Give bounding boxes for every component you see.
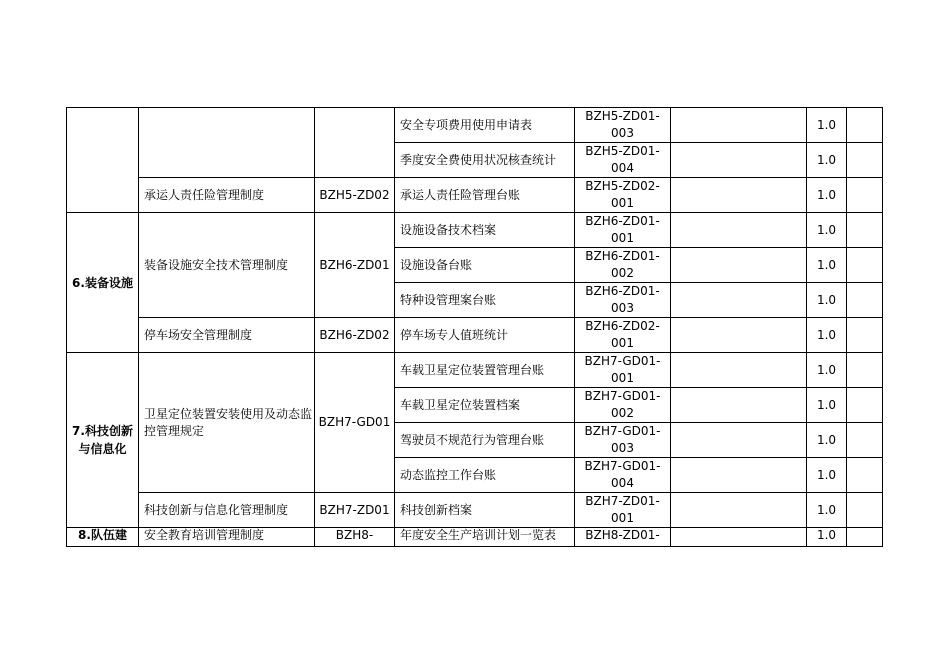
- system-name: 卫星定位装置安装使用及动态监控管理规定: [139, 353, 315, 493]
- version: 1.0: [807, 318, 847, 353]
- record-number: BZH7-GD01-003: [575, 423, 671, 458]
- blank-cell: [847, 143, 883, 178]
- system-name: 承运人责任险管理制度: [139, 178, 315, 213]
- record-number: BZH7-GD01-001: [575, 353, 671, 388]
- record-name: 年度安全生产培训计划一览表: [395, 528, 575, 547]
- blank-cell: [671, 353, 807, 388]
- blank-cell: [671, 423, 807, 458]
- record-number: BZH8-ZD01-: [575, 528, 671, 547]
- record-name: 停车场专人值班统计: [395, 318, 575, 353]
- version: 1.0: [807, 213, 847, 248]
- blank-cell: [671, 143, 807, 178]
- system-name: 装备设施安全技术管理制度: [139, 213, 315, 318]
- blank-cell: [847, 353, 883, 388]
- blank-cell: [671, 248, 807, 283]
- record-number: BZH6-ZD01-001: [575, 213, 671, 248]
- blank-cell: [671, 108, 807, 143]
- blank-cell: [847, 318, 883, 353]
- system-name: 科技创新与信息化管理制度: [139, 493, 315, 528]
- blank-cell: [671, 178, 807, 213]
- table-row: [67, 528, 883, 547]
- version: 1.0: [807, 493, 847, 528]
- system-name: 停车场安全管理制度: [139, 318, 315, 353]
- record-name: 车载卫星定位装置档案: [395, 388, 575, 423]
- code-cell: [315, 108, 395, 178]
- version: 1.0: [807, 423, 847, 458]
- system-code: BZH5-ZD02: [315, 178, 395, 213]
- blank-cell: [671, 528, 807, 547]
- version: 1.0: [807, 388, 847, 423]
- version: 1.0: [807, 353, 847, 388]
- record-number: BZH5-ZD01-003: [575, 108, 671, 143]
- table-row: [67, 108, 883, 143]
- table-row: [67, 353, 883, 388]
- blank-cell: [847, 248, 883, 283]
- record-name: 车载卫星定位装置管理台账: [395, 353, 575, 388]
- category-cell: [67, 108, 139, 213]
- system-cell: [139, 108, 315, 178]
- record-name: 设施设备技术档案: [395, 213, 575, 248]
- system-code: BZH6-ZD02: [315, 318, 395, 353]
- records-table: [66, 107, 883, 547]
- record-name: 动态监控工作台账: [395, 458, 575, 493]
- system-code: BZH7-GD01: [315, 353, 395, 493]
- record-name: 驾驶员不规范行为管理台账: [395, 423, 575, 458]
- category-name: 6.装备设施: [67, 213, 139, 353]
- blank-cell: [847, 213, 883, 248]
- table-row: [67, 318, 883, 353]
- record-number: BZH5-ZD02-001: [575, 178, 671, 213]
- blank-cell: [847, 178, 883, 213]
- blank-cell: [671, 493, 807, 528]
- system-code: BZH8-: [315, 528, 395, 547]
- version: 1.0: [807, 528, 847, 547]
- record-number: BZH7-GD01-002: [575, 388, 671, 423]
- record-name: 科技创新档案: [395, 493, 575, 528]
- version: 1.0: [807, 108, 847, 143]
- record-number: BZH6-ZD01-002: [575, 248, 671, 283]
- blank-cell: [671, 318, 807, 353]
- blank-cell: [847, 528, 883, 547]
- record-number: BZH7-GD01-004: [575, 458, 671, 493]
- system-name: 安全教育培训管理制度: [139, 528, 315, 547]
- record-number: BZH6-ZD01-003: [575, 283, 671, 318]
- record-name: 安全专项费用使用申请表: [395, 108, 575, 143]
- record-number: BZH7-ZD01-001: [575, 493, 671, 528]
- record-name: 承运人责任险管理台账: [395, 178, 575, 213]
- blank-cell: [671, 388, 807, 423]
- version: 1.0: [807, 248, 847, 283]
- table-row: [67, 178, 883, 213]
- version: 1.0: [807, 143, 847, 178]
- blank-cell: [671, 213, 807, 248]
- system-code: BZH7-ZD01: [315, 493, 395, 528]
- record-name: 设施设备台账: [395, 248, 575, 283]
- blank-cell: [847, 423, 883, 458]
- blank-cell: [847, 493, 883, 528]
- record-number: BZH5-ZD01-004: [575, 143, 671, 178]
- blank-cell: [847, 108, 883, 143]
- blank-cell: [847, 388, 883, 423]
- blank-cell: [671, 458, 807, 493]
- system-code: BZH6-ZD01: [315, 213, 395, 318]
- category-name: 8.队伍建: [67, 528, 139, 547]
- record-number: BZH6-ZD02-001: [575, 318, 671, 353]
- table-row: [67, 493, 883, 528]
- table-row: [67, 213, 883, 248]
- category-name: 7.科技创新与信息化: [67, 353, 139, 528]
- record-name: 特种设管理案台账: [395, 283, 575, 318]
- record-name: 季度安全费使用状况核查统计: [395, 143, 575, 178]
- version: 1.0: [807, 283, 847, 318]
- blank-cell: [847, 458, 883, 493]
- version: 1.0: [807, 458, 847, 493]
- blank-cell: [847, 283, 883, 318]
- version: 1.0: [807, 178, 847, 213]
- blank-cell: [671, 283, 807, 318]
